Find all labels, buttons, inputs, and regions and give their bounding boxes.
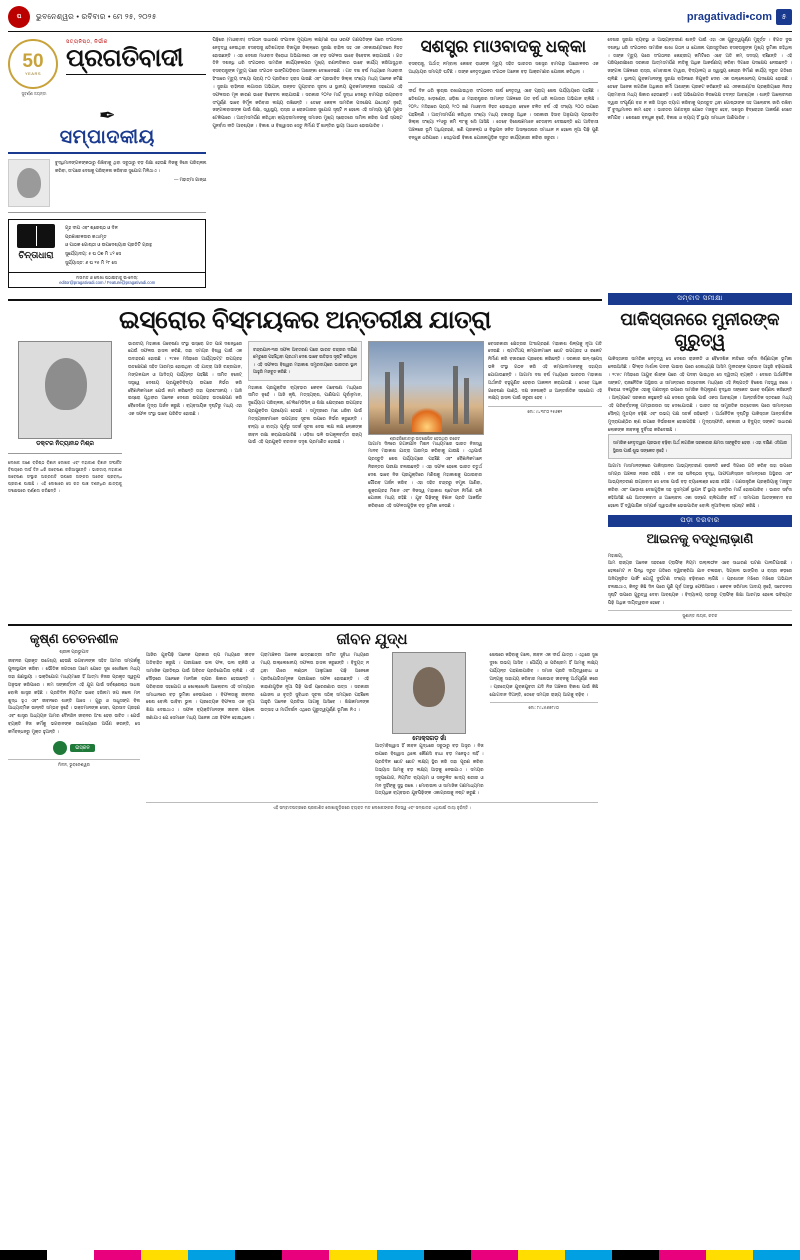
life-text-3: ଆତ୍ମବିଶ୍ୱାସ ହିଁ ଜୀବନ ଯୁଦ୍ଧରେ ସବୁଠାରୁ ବଡ଼ ଅସ୍ତ୍ର । ନିଜ ଉପରେ ବିଶ୍ୱାସ ଥିଲେ କୌଣସି ବାଧା ବଡ଼ ମନେହୁଏ ନାହିଁ । ପ୍ରତିଦିନ ଛୋଟ ଛୋଟ ଲକ୍ଷ୍ୟ ସ୍ଥିର କରି ତାହା ପୂରଣ କରିବା ଅଭ୍ୟାସ ଆମକୁ ବଡ଼ ଲକ୍ଷ୍ୟ ଆଡ଼କୁ ନେଇଯାଏ । ସମୟର ସଦୁପଯୋଗ, ନିୟମିତ ବ୍ୟାୟାମ ଓ ସନ୍ତୁଳିତ ଖାଦ୍ୟ ଶରୀର ଓ ମନ ଦୁହିଁଙ୍କୁ ସୁସ୍ଥ ରଖେ । ମୋବାଇଲ ଓ ସାମାଜିକ ଗଣମାଧ୍ୟମର ଅତ୍ୟଧିକ ବ୍ୟବହାର ଯୁବପିଢ଼ିଙ୍କ ଏକାଗ୍ରତାକୁ ନଷ୍ଟ କରୁଛି । [375, 744, 484, 797]
page-number-badge: ୫ [776, 9, 792, 25]
letters-body: ଆମ ରାଜ୍ୟର ଅନେକ ସହରରେ ଟ୍ରାଫିକ୍ ନିୟମ ଉଲ୍ଲଙ୍ଘନ ଏବେ ସାଧାରଣ ଘଟଣା ପାଲଟିଯାଇଛି । ହେଲମେଟ ନ ପିନ୍ଧି ଦ୍ରୁତ ଗତିରେ ଦ୍ୱିଚକ୍ରିଆ ଯାନ ଚଳାଇବା, ସିଗ୍ନାଲ ଭାଙ୍ଗିବା ଓ ରାସ୍ତା କଡ଼ରେ ଅନିୟନ୍ତ୍ରିତ ପାର୍କିଂ ଯୋଗୁଁ ଦୁର୍ଘଟଣା ସଂଖ୍ୟା ବଢ଼ିବାରେ ଲାଗିଛି । ପ୍ରଶାସନ ମଝିରେ ମଝିରେ ଅଭିଯାନ ଚଳାଇଥାଏ, କିନ୍ତୁ କିଛି ଦିନ ପରେ ପୁଣି ପୂର୍ବ ଅବସ୍ଥା ଫେରିଆସେ । କେବଳ ଜରିମାନା ଆଦାୟ ନୁହେଁ, ସଚେତନତା ସୃଷ୍ଟି ଉପରେ ଗୁରୁତ୍ୱ ଦେବା ଆବଶ୍ୟକ । ବିଦ୍ୟାଳୟ ସ୍ତରରୁ ଟ୍ରାଫିକ୍ ଶିକ୍ଷା ଆରମ୍ଭ ହେଲେ ଭବିଷ୍ୟତ ପିଢ଼ି ଅଧିକ ଦାୟିତ୍ୱବାନ ହେବେ । [607, 561, 792, 606]
krishna-column [8, 631, 140, 810]
lead-headline: ସଶସ୍ତ୍ର ମାଓବାଦକୁ ଧକ୍କା [420, 37, 587, 56]
disclaimer-note: ଏହି ସମ୍ବାଦପତ୍ରରେ ପ୍ରକାଶିତ ଲେଖାଗୁଡ଼ିକରେ ବ୍ୟକ୍ତ ମତ ଲେଖକଙ୍କର ନିଜସ୍ୱ ଏବଂ ସମ୍ପାଦକ ଏଥିପାଇଁ ଦାୟୀ ନୁହଁନ୍ତି । [146, 802, 598, 810]
feature-text-4: ବେସରକାରୀ କ୍ଷେତ୍ରର ଅଂଶଗ୍ରହଣ ମହାକାଶ ଶିଳ୍ପକୁ ନୂଆ ଗତି ଦେଇଛି । ଷ୍ଟାର୍ଟଅପ୍ କମ୍ପାନୀମାନେ ଛୋଟ ଉପଗ୍ରହ ଓ ରକେଟ ନିର୍ମାଣ କରି ବଜାରରେ ପ୍ରବେଶ କରିଛନ୍ତି । ସରକାର ଇନ୍-ସ୍ପେସ୍ ଭଳି ସଂସ୍ଥା ଗଠନ କରି ଏହି କମ୍ପାନୀମାନଙ୍କୁ ସହାୟତା ଯୋଗାଉଛନ୍ତି । ଆଗାମୀ ଦଶ ବର୍ଷ ମଧ୍ୟରେ ଭାରତର ମହାକାଶ ଅର୍ଥନୀତି ବହୁଗୁଣିତ ହେବାର ଆକଳନ କରାଯାଉଛି । ତେବେ ଅଧିକ ଗବେଷଣା ପାଣ୍ଠି, ଦକ୍ଷ ଜନଶକ୍ତି ଓ ଆନ୍ତର୍ଜାତିକ ସହଯୋଗ ଏହି ଲକ୍ଷ୍ୟ ହାସଲ ପାଇଁ ଜରୁରୀ ହେବ । [487, 341, 602, 402]
life-col-2 [261, 652, 370, 798]
analysis-body-2: ଆଗାମୀ ମାସମାନଙ୍କରେ ପାକିସ୍ତାନର ଆଭ୍ୟନ୍ତରୀଣ ରାଜନୀତି କେଉଁ ଦିଗରେ ଗତି କରିବ ତାହା ଉପରେ ସମଗ୍ର ଅଞ୍ଚଳର ନଜର ରହିଛି । ଚୀନ ସହ ଘନିଷ୍ଠତା ବୃଦ୍ଧି, ଆଫଗାନିସ୍ତାନ ସୀମାନ୍ତରେ ଅସ୍ଥିରତା ଏବଂ ଆଭ୍ୟନ୍ତରୀଣ ଉଗ୍ରବାଦ ସେ ଦେଶ ପାଇଁ ବଡ଼ ଚ୍ୟାଲେଞ୍ଜ ହୋଇ ରହିଛି । ଗଣତାନ୍ତ୍ରିକ ପ୍ରକ୍ରିୟାକୁ ମଜବୁତ କରିବା ଏବଂ ପଡ଼ୋଶୀ ଦେଶଗୁଡ଼ିକ ସହ ସୁସମ୍ପର୍କ ସ୍ଥାପନ ହିଁ ସ୍ଥାୟୀ ଶାନ୍ତିର ମାର୍ଗ ହୋଇପାରିବ । ଭାରତ ସର୍ବଦା କହିଆସିଛି ଯେ ଆତଙ୍କବାଦ ଓ ଆଲୋଚନା ଏକା ସଙ୍ଗେ ଚାଲିପାରିବ ନାହିଁ । ସୀମାପାର ଆତଙ୍କବାଦ ବନ୍ଦ ହେଲେ ହିଁ ଦ୍ୱିପାକ୍ଷିକ ସମ୍ପର୍କ ସ୍ୱାଭାବିକ ହୋଇପାରିବ ବୋଲି ନୂଆଦିଲ୍ଲୀ ସ୍ପଷ୍ଟ କରିଛି । [607, 464, 792, 509]
life-text-1: ଆଜିର ଯୁବପିଢ଼ି ଅନେକ ପ୍ରକାର ଚାପ ମଧ୍ୟରେ ଜୀବନ ଅତିବାହିତ କରୁଛି । ପରୀକ୍ଷାରେ ଭଲ ଫଳ, ଭଲ ଚାକିରି ଓ ସାମାଜିକ ପ୍ରତିଷ୍ଠା ପାଇଁ ଅବିରତ ପ୍ରତିଯୋଗିତା ଚାଲିଛି । ଏହି ଦୌଡ଼ରେ ଅନେକେ ମାନସିକ ଚାପର ଶିକାର ହେଉଛନ୍ତି । ପରିବାରର ସହଯୋଗ ଓ ଖୋଲାଖୋଲି ଆଲୋଚନା ଏହି ସମସ୍ୟାର ସମାଧାନରେ ବଡ଼ ଭୂମିକା ନେଇପାରେ । ବିଫଳତାକୁ ଜୀବନର ଶେଷ ବୋଲି ଭାବିବା ଭୁଲ । ପ୍ରତ୍ୟେକ ବିଫଳତା ଏକ ନୂଆ ଶିକ୍ଷା ଦେଇଥାଏ । ସଫଳ ବ୍ୟକ୍ତିମାନଙ୍କ ଜୀବନୀ ପଢ଼ିଲେ ଜଣାଯାଏ ଯେ ସେମାନେ ମଧ୍ୟ ଅନେକ ଥର ବିଫଳ ହୋଇଥିଲେ । [146, 653, 255, 722]
life-col-1 [146, 652, 255, 798]
divider [8, 453, 122, 454]
editorial-rule [8, 152, 206, 154]
portrait-caption: ମୋକ୍ସଗଡ଼ ଖାଁ [412, 736, 447, 743]
flame-glow [412, 406, 442, 432]
top-section [8, 37, 792, 288]
top-right-text: ଦେଶର ସୁରକ୍ଷା ବ୍ୟବସ୍ଥା ଓ ଆଭ୍ୟନ୍ତରୀଣ ଶାନ୍ତି ପାଇଁ ଏହା ଏକ ଗୁରୁତ୍ୱପୂର୍ଣ୍ଣ ମୁହୂର୍ତ୍ତ । ବିଗତ ଦୁଇ ଦଶନ୍ଧି ଧରି ସଂଗଠନର ସାମରିକ ଶାଖା ଗଠନ ଓ ଯୋଜନା ପ୍ରସ୍ତୁତିରେ ବସବରାଜୁଙ୍କ ମୁଖ୍ୟ ଭୂମିକା ରହିଥିଲା । ତାଙ୍କ ମୃତ୍ୟୁ ପରେ ସଂଗଠନର କେନ୍ଦ୍ରୀୟ କମିଟିରେ ଏବେ ଅତି କମ୍ ସଦସ୍ୟ ବଞ୍ଚିଛନ୍ତି । ଏହି ପରିପ୍ରେକ୍ଷୀରେ ସରକାର ଆତ୍ମସମର୍ପଣ ନୀତିକୁ ଅଧିକ ଆକର୍ଷଣୀୟ କରିବା ଦିଗରେ ପଦକ୍ଷେପ ନେଇଛନ୍ତି । ଜଙ୍ଗଲ ଅଞ୍ଚଳରେ ରାସ୍ତା, ମୋବାଇଲ ଟାୱାର, ବିଦ୍ୟାଳୟ ଓ ସ୍ୱାସ୍ଥ୍ୟ କେନ୍ଦ୍ର ନିର୍ମାଣ କାର୍ଯ୍ୟ ଦ୍ରୁତ ଗତିରେ ଚାଲିଛି । ସ୍ଥାନୀୟ ଯୁବକମାନଙ୍କୁ ସୁରକ୍ଷା ବାହିନୀରେ ନିଯୁକ୍ତି ଦେବା ଏକ ଉଲ୍ଲେଖନୀୟ ପଦକ୍ଷେପ ହୋଇଛି । ତେବେ ଅନେକ ନାଗରିକ ଅଧିକାର କର୍ମୀ ଆଶଙ୍କା ପ୍ରକଟ କରିଛନ୍ତି ଯେ ଏନକାଉଣ୍ଟର ପ୍ରକ୍ରିୟାରେ ନିରୀହ ଗ୍ରାମବାସୀ ମଧ୍ୟ ଶିକାର ହେଉଛନ୍ତି । ସେହି ଅଭିଯୋଗର ନିରପେକ୍ଷ ତଦନ୍ତ ଆବଶ୍ୟକ । ଶାନ୍ତି ଆଲୋଚନାର ଦ୍ୱାର ସଂପୂର୍ଣ୍ଣ ବନ୍ଦ ନ କରି ଅସ୍ତ୍ର ତ୍ୟାଗ କରିବାକୁ ପ୍ରସ୍ତୁତ ଥିବା ଗୋଷ୍ଠୀଙ୍କ ସହ ଆଲୋଚନା ଜାରି ରଖିବା ହିଁ ବୁଦ୍ଧିମାନର କାମ ହେବ । ଭାରତର ଗଣତନ୍ତ୍ର ଯେତେ ମଜବୁତ ହେବ, ସଶସ୍ତ୍ର ବିଦ୍ରୋହର ଆକର୍ଷଣ ସେତେ କମିଯିବ । ଶେଷରେ ବନ୍ଧୁକ ନୁହେଁ, ବିକାଶ ଓ ନ୍ୟାୟ ହିଁ ସ୍ଥାୟୀ ସମାଧାନ ଆଣିପାରିବ । [607, 38, 792, 122]
krishna-subtitle: ଶ୍ରୀଳ ପ୍ରଭୁପାଦ [59, 649, 89, 655]
lead-intro: ବସବରାଜୁ, ଅର୍ଥାତ୍ ନମ୍ବାଲା କେଶବ ରାଓଙ୍କ ମୃତ୍ୟୁ ସହିତ ଭାରତର ସଶସ୍ତ୍ର ବାମପନ୍ଥୀ ଆନ୍ଦୋଳନର ଏକ ଅଧ୍ୟାୟର ସମାପ୍ତି ଘଟିଛି । ତାଙ୍କ ନେତୃତ୍ୱରେ ସଂଗଠନ ଅନେକ ବଡ଼ ଆକ୍ରମଣର ଯୋଜନା କରିଥିଲା । [408, 62, 599, 76]
contact-email[interactable]: editor@pragativadi.com / Feature@pragativadi.com [59, 279, 156, 285]
analysis-pullquote: ସାମରିକ ନେତୃତ୍ୱର ପ୍ରଭାବ ବଢ଼ିବା ଅର୍ଥ ନାଗରିକ ସରକାରର କ୍ଷମତା ସଙ୍କୁଚିତ ହେବା । ଏହା ଦକ୍ଷିଣ ଏସିଆର ସ୍ଥିରତା ପାଇଁ ଶୁଭ ସଙ୍କେତ ନୁହେଁ । [608, 434, 792, 459]
letters-title: ଆଇନକୁ ବଦ୍ଧିଲାଭ଼ାଣି [646, 531, 754, 547]
life-text-4: ଶେଷରେ କହିବାକୁ ଗଲେ, ଜୀବନ ଏକ ଦୀର୍ଘ ଯାତ୍ରା । ଏଥିରେ ସୁଖ ଦୁଃଖ ଉଭୟ ଆସିବ । ଧୈର୍ଯ୍ୟ ଓ ପରିଶ୍ରମ ହିଁ ଆମକୁ ଲକ୍ଷ୍ୟ ପର୍ଯ୍ୟନ୍ତ ପହଞ୍ଚାଇପାରିବ । ସମାଜ ପ୍ରତି ଦାୟିତ୍ୱବୋଧ ଓ ଅନ୍ୟକୁ ସାହାଯ୍ୟ କରିବାର ମନୋଭାବ ଜୀବନକୁ ଅର୍ଥପୂର୍ଣ୍ଣ କରେ । ପ୍ରତ୍ୟେକ ଯୁବକଯୁବତୀ ଯଦି ନିଜ ଅଞ୍ଚଳର ବିକାଶ ପାଇଁ କିଛି ଯୋଗଦାନ ଦିଅନ୍ତି, ତେବେ ସମଗ୍ର ରାଜ୍ୟ ଆଗକୁ ବଢ଼ିବ । [489, 653, 598, 698]
letters-ribbon: ପଡ଼ା ଦରବାର [608, 515, 792, 527]
brand-block [66, 39, 206, 75]
feature-col-5 [488, 341, 602, 511]
lead-editorial-col-right [408, 37, 598, 143]
editorial-title: ସମ୍ପାଦକୀୟ [59, 127, 155, 148]
quote-text: ବୁଦ୍ଧିମାନଙ୍ଗଳଙ୍କଠାରୁ ଶିଖିବାକୁ ଥିବା ସବୁଠାରୁ ବଡ଼ ଶିକ୍ଷା ହେଉଛି ନିଜକୁ ନିଜେ ପରିଚାଳନା କରିବା, ତା'ପରେ ଦେଶକୁ ପରିଚାଳନା କରିବାର ସୁଯୋଗ ମିଳିଥାଏ । [55, 160, 207, 173]
contact-label: ମତାମତ ଓ ଲେଖା ପଠାଇବାକୁ ଇ-ମେଲ୍: [76, 274, 139, 280]
thought-of-day-box [8, 219, 206, 273]
gandhi-portrait [8, 159, 50, 207]
anniversary-sub: ସୁବର୍ଣ୍ଣ ଜୟନ୍ତୀ [21, 91, 47, 96]
contact-bar [8, 273, 206, 288]
divider [408, 82, 598, 83]
feature-text-3: ଆଗାମୀ ଦିନରେ ଗଗନଯାନ ମିଶନ ମାଧ୍ୟମରେ ଭାରତ ନିଜସ୍ୱ ମାନବ ମହାକାଶ ଯାତ୍ରା ଆରମ୍ଭ କରିବାକୁ ଯାଉଛି । ଏଥିପାଇଁ ପ୍ରସ୍ତୁତି ଶେଷ ପର୍ଯ୍ୟାୟରେ ପହଞ୍ଚିଛି ଏବଂ ବୈଜ୍ଞାନିକମାନେ ନିରନ୍ତର ପରୀକ୍ଷା ଚଳାଇଛନ୍ତି । ଏହା ସଫଳ ହେଲେ ଭାରତ ଚତୁର୍ଥ ଦେଶ ଭାବେ ନିଜ ପ୍ରଯୁକ୍ତିରେ ମଣିଷକୁ ମହାକାଶକୁ ପଠାଇବାର ଗୌରବ ଅର୍ଜନ କରିବ । ଏହା ସହିତ ଚନ୍ଦ୍ରରୁ ନମୁନା ଆଣିବା, ଶୁକ୍ରଗ୍ରହ ମିଶନ ଏବଂ ନିଜସ୍ୱ ମହାକାଶ ଷ୍ଟେସନ ନିର୍ମାଣ ଭଳି ଯୋଜନା ମଧ୍ୟ ରହିଛି । ଯୁବ ପିଢ଼ିଙ୍କୁ ବିଜ୍ଞାନ ପ୍ରତି ଆକର୍ଷିତ କରିବାରେ ଏହି ସଫଳତାଗୁଡ଼ିକ ବଡ଼ ଭୂମିକା ନେଉଛି । [367, 441, 482, 510]
mid-section [8, 293, 792, 619]
thought-line-2: ପ୍ରଜ୍ଞାଶୀଳତାର କଥାମୃତ [65, 233, 107, 239]
thought-line-4: ସୁର୍ଯ୍ୟୋଦୟ: ୫ ଘ ୦୭ ମି ୪୨ ସେ [65, 251, 122, 257]
issue-date: ଭୁବନେଶ୍ୱର • ରବିବାର • ମେ ୨୫, ୨୦୨୫ [36, 12, 157, 21]
feature-pullquote: ଚନ୍ଦ୍ରଯାନ-୩ର ସଫଳ ଅବତରଣ ପରେ ଭାରତ ଚନ୍ଦ୍ରର ଦକ୍ଷିଣ ମେରୁରେ ପହଞ୍ଚିଥିବା ପ୍ରଥମ ଦେଶ ଭାବେ ଇତିହାସ ସୃଷ୍ଟି କରିଥିଲା । ଏହି ସଫଳତା ବିଶ୍ୱର ମହାକାଶ ସମ୍ପ୍ରଦାୟରେ ଭାରତର ସ୍ଥାନ ଆହୁରି ମଜବୁତ କରିଛି । [248, 341, 362, 381]
analysis-column [608, 293, 792, 619]
anniversary-ring [8, 39, 58, 89]
feature-credit: ମୋ: ୯୪୩୮୦ ୨୫୬୭୨ [488, 406, 602, 414]
leaf-icon [53, 741, 67, 755]
krishna-body: ଜୀବନର ପ୍ରକୃତ ଉଦ୍ଦେଶ୍ୟ ହେଉଛି ଭଗବାନଙ୍କ ସହିତ ଆମର ସମ୍ପର୍କକୁ ପୁନଃସ୍ଥାପନ କରିବା । ଭୌତିକ ଜଗତରେ ଆମେ ଯେତେ ସୁଖ ଖୋଜିଲେ ମଧ୍ୟ ତାହା କ୍ଷଣସ୍ଥାୟୀ । ଭକ୍ତିଯୋଗ ମାଧ୍ୟମରେ ହିଁ ଆତ୍ମା ନିଜର ପ୍ରକୃତ ସ୍ୱରୂପ ଅନୁଭବ କରିପାରେ । ନାମ ସଙ୍କୀର୍ତ୍ତନ ଏହି ଯୁଗ ପାଇଁ ସର୍ବଶ୍ରେଷ୍ଠ ସାଧନା ବୋଲି ଶାସ୍ତ୍ର କହିଛି । ପ୍ରତିଦିନ ନିୟମିତ ଭାବେ ହରିନାମ ଜପ କଲେ ମନ ଶୁଦ୍ଧ ହୁଏ ଏବଂ ଜୀବନରେ ଶାନ୍ତି ଆସେ । ଗୁରୁ ଓ ସାଧୁସଙ୍ଗ ବିନା ଆଧ୍ୟାତ୍ମିକ ଉନ୍ନତି ସମ୍ଭବ ନୁହେଁ । ଭକ୍ତମାନଙ୍କ ସେବା, ପ୍ରସାଦ ଗ୍ରହଣ ଏବଂ ଶାସ୍ତ୍ର ଅଧ୍ୟୟନ ଆମର ଦୈନନ୍ଦିନ ଜୀବନର ଅଂଶ ହେବା ଉଚିତ । ଯେଉଁ ବ୍ୟକ୍ତି ନିଜ କର୍ମକୁ ଭଗବାନଙ୍କ ଉଦ୍ଦେଶ୍ୟରେ ଅର୍ପଣ କରନ୍ତି, ସେ କର୍ମବନ୍ଧନରୁ ମୁକ୍ତ ହୁଅନ୍ତି । [8, 659, 140, 735]
top-right-column [607, 37, 792, 288]
life-col-4 [490, 652, 599, 798]
feature-block [8, 293, 602, 619]
anniversary-years: YEARS [24, 71, 42, 76]
brand-name: ପ୍ରଗତିବାଦୀ [66, 44, 184, 72]
registration-color-bar [0, 1250, 800, 1260]
analysis-ribbon: ସମ୍ବାଦ ସମୀକ୍ଷା [608, 293, 792, 305]
author-portrait [18, 341, 112, 439]
life-text-2: ଗ୍ରାମାଞ୍ଚଳର ଅନେକ ଛାତ୍ରଛାତ୍ରୀ ସୀମିତ ସୁବିଧା ମଧ୍ୟରେ ମଧ୍ୟ ଉଲ୍ଲେଖନୀୟ ସଫଳତା ହାସଲ କରୁଛନ୍ତି । ବିଦ୍ୟୁତ୍ ନ ଥିବା ଗାଁରେ ଲଣ୍ଠନ ଆଲୁଅରେ ପଢ଼ି ଅନେକେ ପ୍ରତିଯୋଗିତାମୂଳକ ପରୀକ୍ଷାରେ ସଫଳ ହୋଇଛନ୍ତି । ଏହି କାହାଣୀଗୁଡ଼ିକ ନୂଆ ପିଢ଼ି ପାଇଁ ପ୍ରେରଣାର ଉତ୍ସ । ସରକାରୀ ଯୋଜନା ଓ ବୃତ୍ତି ସୁବିଧାର ସୂଚନା ସଠିକ୍ ସମୟରେ ପହଞ୍ଚିଲେ ଆହୁରି ଅନେକ ପ୍ରତିଭା ଆଗକୁ ଆସିବେ । ଶିକ୍ଷକମାନଙ୍କ ଉତ୍ସାହ ଓ ମାର୍ଗଦର୍ଶନ ଏଥିରେ ଗୁରୁତ୍ୱପୂର୍ଣ୍ଣ ଭୂମିକା ନିଏ । [260, 653, 369, 714]
thought-line-3: ଓ ପାଠକ ଗୋଷ୍ଠୀ ଓ ଉପଦେଶ୍ୟାର ପ୍ରତିଟି ଗ୍ରନ୍ଥ [65, 242, 152, 248]
feature-col-3 [248, 341, 362, 511]
lead-body: ଦୀର୍ଘ ଦିନ ଧରି ଲୁଚାଇ ରଖାଯାଇଥିବା ସଂଗଠନର ଶୀର୍ଷ ନେତୃତ୍ୱ ଏବେ ପ୍ରାୟ ଶେଷ ପର୍ଯ୍ୟାୟରେ ପହଞ୍ଚିଛି । ଛତିଶଗଡ଼, ଝାଡ଼ଖଣ୍ଡ, ଓଡ଼ିଶା ଓ ମହାରାଷ୍ଟ୍ରର ସୀମାନ୍ତ ଅଞ୍ଚଳରେ ଗତ ବର୍ଷ ଧରି ଲଗାତାର ଅଭିଯାନ ଚାଲିଛି । ୨୦୨୪ ମସିହାରେ ପ୍ରାୟ ୨୯୦ ଜଣ ମାଓବାଦୀ ନିହତ ହୋଇଥିବା ବେଳେ ଚଳିତ ବର୍ଷ ଏହି ସଂଖ୍ୟା ୨୦୦ ଉପରେ ପହଞ୍ଚିଲାଣି । ଆତ୍ମସମର୍ପଣ କରିଥିବା ସଂଖ୍ୟା ମଧ୍ୟ ହଜାରରୁ ଅଧିକ । ସରକାରୀ ହିସାବ ଅନୁଯାୟୀ ପ୍ରଭାବିତ ଜିଲ୍ଲା ସଂଖ୍ୟା ୧୨୬ରୁ କମି ୩୮କୁ ଖସି ଆସିଛି । ତେବେ ବିଶେଷଜ୍ଞମାନେ ଚେତାବନୀ ଦେଇଛନ୍ତି ଯେ ଆଦିବାସୀ ଅଞ୍ଚଳରେ ଭୂମି ଅଧିଗ୍ରହଣ, ଖଣି ପ୍ରକଳ୍ପ ଓ ବିସ୍ଥାପନ ଜନିତ ଅସନ୍ତୋଷର ସମାଧାନ ନ ହେଲେ ନୂଆ ପିଢ଼ି ପୁଣି ବନ୍ଧୁକ ଧରିପାରେ । ସେଥିପାଇଁ ବିକାଶ ଯୋଜନାଗୁଡ଼ିକ ଦ୍ରୁତ କାର୍ଯ୍ୟକାରୀ କରିବା ଜରୁରୀ । [408, 89, 599, 142]
masthead-right [687, 9, 792, 25]
krishna-credit: ମିଳନ, ଭୁବନେଶ୍ୱର [8, 759, 140, 767]
feature-title: ଇସ୍ରୋର ବିସ୍ମୟକର ଅନ୍ତରୀକ୍ଷ ଯାତ୍ରା [119, 305, 491, 334]
rocket-launch-photo [368, 341, 484, 435]
masthead-bar [8, 6, 792, 32]
author-note: ଲେଖକ ଜଣେ ବରିଷ୍ଠ ବିଜ୍ଞାନ ଲେଖକ ଏବଂ ମହାକାଶ ବିଜ୍ଞାନ ସଂପର୍କିତ ବିଷୟରେ ଦୀର୍ଘ ଦିନ ଧରି ଗବେଷଣା କରିଆସୁଛନ୍ତି । ଭାରତୀୟ ମହାକାଶ ଗବେଷଣା ସଂସ୍ଥାର ଅଗ୍ରଗତି ଉପରେ ତାଙ୍କର ଅନେକ ପ୍ରବନ୍ଧ ପ୍ରକାଶ ପାଇଛି । ଏହି ଲେଖାରେ ସେ ଗତ ପାଞ୍ଚ ଦଶନ୍ଧିର ଯାତ୍ରାକୁ ସଂକ୍ଷେପରେ ବର୍ଣ୍ଣନା କରିଛନ୍ତି । [8, 459, 122, 494]
quote-box [8, 159, 206, 213]
editorial-column [8, 37, 206, 288]
feature-text-1: ଭାରତୀୟ ମହାକାଶ ଗବେଷଣା ସଂସ୍ଥା ଇସ୍ରୋ ଗତ ପାଞ୍ଚ ଦଶନ୍ଧିରେ ଯେଉଁ ସଫଳତା ହାସଲ କରିଛି, ତାହା ସମଗ୍ର ବିଶ୍ୱ ପାଇଁ ଏକ ଉଦାହରଣ ହୋଇଛି । ୧୯୭୫ ମସିହାରେ ଆର୍ଯ୍ୟଭଟ୍ଟ ଉପଗ୍ରହ ଉତକ୍ଷେପଣ ସହିତ ଆରମ୍ଭ ହୋଇଥିବା ଏହି ଯାତ୍ରା ଆଜି ଚନ୍ଦ୍ରଯାନ, ମଙ୍ଗଳଯାନ ଓ ଆଦିତ୍ୟ ପର୍ଯ୍ୟନ୍ତ ପହଞ୍ଚିଛି । ସୀମିତ ବଜେଟ୍ ସତ୍ତ୍ୱେ ଦେଶୀୟ ପ୍ରଯୁକ୍ତିବିଦ୍ୟା ଉପରେ ନିର୍ଭର କରି ବୈଜ୍ଞାନିକମାନେ ଯେଉଁ କାମ କରିଛନ୍ତି ତାହା ପ୍ରଶଂସନୀୟ । ଆଜି ଇସ୍ରୋ ପୃଥିବୀର ଅନେକ ଦେଶର ଉପଗ୍ରହ ଉତକ୍ଷେପଣ କରି ବୈଦେଶିକ ମୁଦ୍ରା ଅର୍ଜନ କରୁଛି । ବ୍ୟବସାୟିକ ଦୃଷ୍ଟିରୁ ମଧ୍ୟ ଏହା ଏକ ସଫଳ ସଂସ୍ଥା ଭାବେ ପରିଚିତ ହୋଇଛି । [127, 341, 242, 418]
life-struggle-columns [146, 652, 598, 798]
author-name: ଡକ୍ଟର ନିତ୍ୟାନନ୍ଦ ମିଶ୍ର [36, 440, 94, 447]
feature-columns [8, 341, 602, 511]
thought-left [13, 224, 59, 268]
iskcon-badge [8, 741, 140, 755]
iskcon-label: ଇସ୍କନ [70, 744, 95, 752]
thought-lines [65, 224, 201, 268]
website-link[interactable]: pragativadi•com [686, 11, 772, 23]
feature-col-4 [368, 341, 482, 511]
lead-editorial-col-left [212, 37, 402, 143]
life-struggle-article [146, 631, 598, 810]
open-book-icon [17, 224, 55, 248]
young-man-portrait [392, 652, 466, 734]
feature-col-1 [8, 341, 122, 511]
thought-label: ଚିନ୍ତାଧାରା [18, 250, 54, 260]
feature-col-2 [128, 341, 242, 511]
photo-caption: ଶ୍ରୀହରିକୋଟାରୁ ଉତକ୍ଷେପିତ ହେଉଥିବା ରକେଟ [389, 435, 461, 441]
paper-logo-icon: ପ [8, 6, 30, 28]
quote-author: — ମହାତ୍ମା ଗାନ୍ଧୀ [174, 176, 207, 182]
life-col-3 [375, 652, 484, 798]
thought-line-5: ସୁର୍ଯ୍ୟାସ୍ତ: ୬ ଘ ୧୫ ମି ୨୮ ସେ [65, 259, 117, 265]
life-struggle-title: ଜୀବନ ଯୁଦ୍ଧ [336, 631, 408, 649]
feature-article [8, 299, 602, 511]
letters-signature: ସୁଶାନ୍ତ ନାୟକ, କଟକ [608, 610, 792, 618]
thought-line-1: ଗୃହ ଦୀପ ଏବଂ ଶ୍ରେଷ୍ଠ ଓ ଦିନ [65, 225, 118, 230]
letters-salutation: ମହାଶୟ, [607, 553, 624, 559]
life-credit: ମୋ: ୮୯୪୫୬୭୮୯୦ [490, 702, 599, 710]
masthead-left [8, 6, 157, 28]
lead-editorial-grid [212, 37, 601, 143]
editorial-header [8, 106, 206, 149]
brand-rule [66, 74, 206, 75]
brand-tagline: ସତ୍ୟନିଷ୍ଠ, ନିର୍ଭୀକ [66, 39, 108, 45]
lead-editorial-column [212, 37, 601, 288]
anniversary-number: 50 [22, 51, 44, 72]
pen-nib-icon: ✒ [98, 105, 116, 127]
krishna-title: କୃଷ୍ଣ ଚେତନଶୀଳ [29, 631, 119, 647]
quote-content [55, 159, 206, 182]
brand-panel [8, 37, 206, 100]
feature-text-2: ମହାକାଶ ପ୍ରଯୁକ୍ତିର ବ୍ୟବହାର କେବଳ ଗବେଷଣା ମଧ୍ୟରେ ସୀମିତ ନୁହେଁ । ଆଜି କୃଷି, ମତ୍ସ୍ୟଚାଷ, ପାଣିପାଗ ପୂର୍ବାନୁମାନ, ଦୁର୍ଯ୍ୟୋଗ ପରିଚାଳନା, ଟେଲିମେଡ଼ିସିନ୍ ଓ ଶିକ୍ଷା କ୍ଷେତ୍ରରେ ଉପଗ୍ରହ ପ୍ରଯୁକ୍ତିର ପ୍ରୟୋଗ ହେଉଛି । ସମୁଦ୍ରରେ ମାଛ ଧରିବା ପାଇଁ ମତ୍ସ୍ୟଜୀବୀମାନେ ଉପଗ୍ରହ ସୂଚନା ଉପରେ ନିର୍ଭର କରୁଛନ୍ତି । ବନ୍ୟା ଓ ବାତ୍ୟା ପୂର୍ବରୁ ସତର୍କ ସୂଚନା ଦେଇ ଲକ୍ଷ ଲକ୍ଷ ଲୋକଙ୍କ ଜୀବନ ରକ୍ଷା କରାଯାଇପାରିଛି । ଓଡ଼ିଶା ଭଳି ଉପକୂଳବର୍ତ୍ତୀ ରାଜ୍ୟ ପାଇଁ ଏହି ପ୍ରଯୁକ୍ତି ବରଦାନ ସଦୃଶ ପ୍ରମାଣିତ ହୋଇଛି । [247, 385, 362, 446]
lead-editorial-continuation: ପିଢ଼ିରେ (ମାଓବାଦୀ) ସଂଗଠନ ସାଧାରଣ ସଂପାଦକ ମୁପ୍ପାଲା ଲକ୍ଷ୍ମଣ ରାଓ ଓରଫ ଗଣପତିଙ୍କ ପରେ ସଂଗଠନର ନେତୃତ୍ୱ ନେଇଥିବା ବସବରାଜୁ ଛତିଶଗଡ଼ର ବିଜାପୁର ଜିଲ୍ଲାରେ ସୁରକ୍ଷା ବାହିନୀ ସହ ଏକ ଏନକାଉଣ୍ଟରରେ ନିହତ ହୋଇଛନ୍ତି । ଏହା ଦେଶର ମାଓବାଦ ବିରୋଧୀ ଅଭିଯାନରେ ଏକ ବଡ଼ ସଫଳତା ଭାବେ ବିବେଚନା କରାଯାଉଛି । ଗତ ତିନି ଦଶନ୍ଧି ଧରି ସଂଗଠନର ସାମରିକ କାର୍ଯ୍ୟକଳାପର ମୁଖ୍ୟ ରଣନୀତିକାର ଭାବେ କାର୍ଯ୍ୟ କରିଆସୁଥିବା ବସବରାଜୁଙ୍କ ମୃତ୍ୟୁ ପରେ ସଂଗଠନ ଭାଙ୍ଗିପଡ଼ିବାର ଆଶଙ୍କା ଦେଖାଦେଇଛି । ଗତ ଦଶ ବର୍ଷ ମଧ୍ୟରେ ମାଓବାଦୀ ହିଂସାରେ ମୃତ୍ୟୁ ସଂଖ୍ୟା ପ୍ରାୟ ୮୦ ପ୍ରତିଶତ ହ୍ରାସ ପାଇଛି ଏବଂ ପ୍ରଭାବିତ ଜିଲ୍ଲା ସଂଖ୍ୟା ମଧ୍ୟ ଅନେକ କମିଛି । ସୁରକ୍ଷା ବାହିନୀର ଲଗାତାର ଅଭିଯାନ, ଉନ୍ନତ ଗୁପ୍ତଚର ସୂଚନା ଓ ସ୍ଥାନୀୟ ଯୁବକମାନଙ୍କର ସହଯୋଗ ଏହି ସଫଳତାର ମୂଳ କାରଣ ଭାବେ ବିବେଚନା କରାଯାଉଛି । ସରକାର ୨୦୨୬ ମାର୍ଚ୍ଚ ସୁଦ୍ଧା ଦେଶରୁ ବାମପନ୍ଥୀ ଉଗ୍ରବାଦ ସଂପୂର୍ଣ୍ଣ ଭାବେ ନିର୍ମୂଳ କରିବାର ଲକ୍ଷ୍ୟ ରଖିଛନ୍ତି । ତେବେ କେବଳ ସାମରିକ ପଦକ୍ଷେପ ଯଥେଷ୍ଟ ନୁହେଁ; ଜଙ୍ଗଲବାସୀଙ୍କ ପାଇଁ ଶିକ୍ଷା, ସ୍ୱାସ୍ଥ୍ୟ, ରାସ୍ତା ଓ ରୋଜଗାରର ସୁଯୋଗ ସୃଷ୍ଟି ନ ହେଲେ ଏହି ସମସ୍ୟା ପୁଣି ମୁଣ୍ଡ ଟେକିପାରେ । ଆତ୍ମସମର୍ପଣ କରିଥିବା କ୍ୟାଡ଼ରମାନଙ୍କୁ ସମାଜର ମୁଖ୍ୟ ସ୍ରୋତରେ ସାମିଲ କରିବା ପାଇଁ ସ୍ପଷ୍ଟ ପୁନର୍ବାସ ନୀତି ଆବଶ୍ୟକ । ବିକାଶ ଓ ବିଶ୍ୱାସର ସେତୁ ନିର୍ମାଣ ହିଁ ଶାନ୍ତିର ସ୍ଥାୟୀ ଆଧାର ହୋଇପାରିବ । [212, 38, 403, 130]
anniversary-badge [8, 39, 60, 96]
analysis-headline: ପାକିସ୍ତାନରେ ମୁନୀରଙ୍କ ଗୁରୁତ୍ୱ [620, 309, 780, 350]
analysis-body-1: ପାକିସ୍ତାନର ସାମରିକ ନେତୃତ୍ୱ ସେ ଦେଶର ରାଜନୀତି ଓ ବୈଦେଶିକ ନୀତିରେ ସର୍ବଦା ନିର୍ଣ୍ଣାୟକ ଭୂମିକା ନେଇଆସିଛି । ଫିଲ୍ଡ ମାର୍ଶାଲ ପଦବୀ ପାଇବା ପରେ ସେନାଧ୍ୟକ୍ଷ ଆସିମ ମୁନୀରଙ୍କ ପ୍ରଭାବ ଆହୁରି ବଢ଼ିଯାଇଛି । ୧୯୫୯ ମସିହାରେ ଆୟୁବ ଖାଁଙ୍କ ପରେ ଏହି ପଦବୀ ପାଇଥିବା ସେ ଦ୍ୱିତୀୟ ବ୍ୟକ୍ତି । ଦେଶର ଅର୍ଥନୈତିକ ସଙ୍କଟ, ରାଜନୈତିକ ଅସ୍ଥିରତା ଓ ସୀମାନ୍ତରେ ଉତ୍ତେଜନା ମଧ୍ୟରେ ଏହି ନିଷ୍ପତ୍ତି ବିଶେଷ ମହତ୍ତ୍ୱ ରଖେ । ବିରୋଧୀ ଦଳଗୁଡ଼ିକ ଏହାକୁ ଗଣତନ୍ତ୍ର ଉପରେ ସାମରିକ ନିୟନ୍ତ୍ରଣ ବୃଦ୍ଧିର ସଙ୍କେତ ଭାବେ ବର୍ଣ୍ଣନା କରିଛନ୍ତି । ଅନ୍ୟପଟେ ସରକାର କହୁଛନ୍ତି ଯେ ଦେଶର ସୁରକ୍ଷା ପାଇଁ ଏକତା ଆବଶ୍ୟକ । ଆନ୍ତର୍ଜାତିକ ସ୍ତରରେ ମଧ୍ୟ ଏହି ପରିବର୍ତ୍ତନକୁ ଗମ୍ଭୀରତାର ସହ ଦେଖାଯାଉଛି । ଭାରତ ସହ ସାମ୍ପ୍ରତିକ ଉତ୍ତେଜନା ପରେ ସୀମାନ୍ତରେ ସୈନ୍ୟ ମୁତୟନ ବଢ଼ିଛି ଏବଂ ଉଭୟ ପକ୍ଷ ସତର୍କ ରହିଛନ୍ତି । ଅର୍ଥନୈତିକ ଦୃଷ୍ଟିରୁ ପାକିସ୍ତାନ ଆନ୍ତର୍ଜାତିକ ମୁଦ୍ରାପାଣ୍ଠିର ଋଣ ଉପରେ ନିର୍ଭରଶୀଳ ହୋଇପଡ଼ିଛି । ମୁଦ୍ରାସ୍ଫୀତି, ବେକାରୀ ଓ ବିଦ୍ୟୁତ୍ ସଙ୍କଟ ସାଧାରଣ ଲୋକଙ୍କ ଜୀବନକୁ ଦୁର୍ବିସହ କରିଦେଇଛି । [607, 357, 792, 433]
bottom-section [8, 624, 792, 810]
